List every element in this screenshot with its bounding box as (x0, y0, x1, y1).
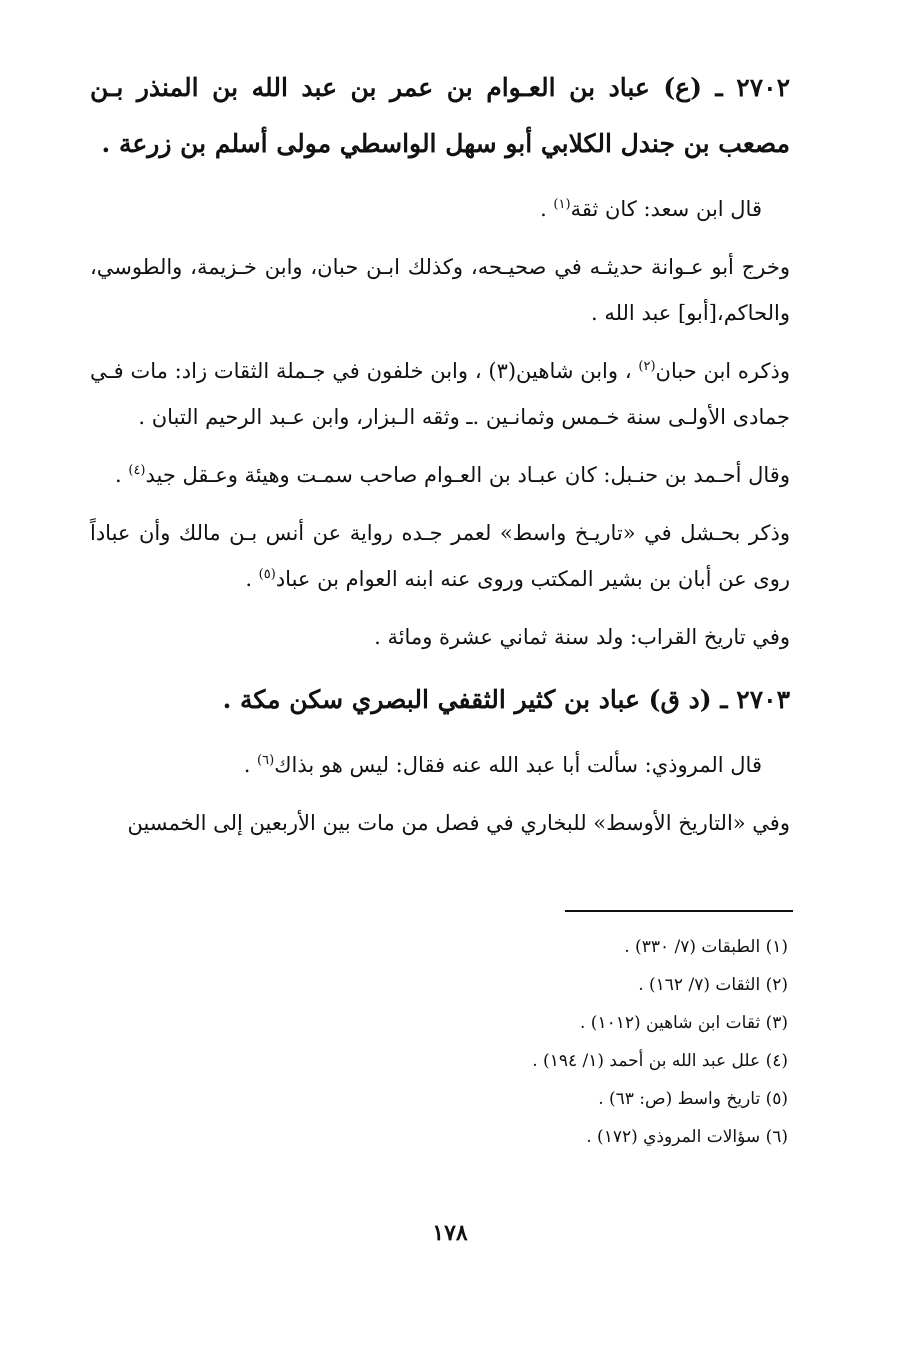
entry-2702 (90, 60, 790, 660)
paragraph-text: وذكره ابن حبان (655, 359, 790, 383)
page-number: ١٧٨ (432, 1220, 468, 1246)
entry-heading: ٢٧٠٢ ـ (ع) عباد بن العـوام بن عمر بن عبد الله بن المنذر بـن مصعب بن جندل الكلابي أبو سهل الواسطي مولى أسلم بن زرعة . (90, 73, 790, 158)
entry-heading: ٢٧٠٣ ـ (د ق) عباد بن كثير الثقفي البصري سكن مكة . (222, 685, 790, 714)
paragraph-end: . (115, 463, 129, 487)
paragraph-end: . (245, 567, 259, 591)
paragraph (90, 800, 790, 846)
page-body (90, 60, 790, 858)
paragraph (90, 742, 790, 788)
footnote: (٦) سؤالات المروذي (١٧٢) . (586, 1127, 788, 1147)
footnote-ref[interactable]: (٤) (128, 463, 146, 478)
paragraph (90, 348, 790, 440)
footnote: (٥) تاريخ واسط (ص: ٦٣) . (598, 1089, 788, 1109)
footnote: (٤) علل عبد الله بن أحمد (١/ ١٩٤) . (532, 1051, 788, 1071)
paragraph (90, 186, 790, 232)
paragraph (90, 452, 790, 498)
paragraph-text: وفي «التاريخ الأوسط» للبخاري في فصل من مات بين الأربعين إلى الخمسين (127, 811, 790, 835)
paragraph (90, 244, 790, 336)
paragraph-end: ، وابن شاهين(٣) ، وابن خلفون في جـملة الثقات زاد: مات فـي جمادى الأولـى سنة خـمس وثمانـين .ـ وثقه الـبزار، وابن عـبد الرحيم التبان . (90, 359, 790, 429)
footnote-ref[interactable]: (٥) (258, 567, 276, 582)
paragraph (90, 510, 790, 602)
footnote-ref[interactable]: (٦) (257, 753, 275, 768)
footnote: (٣) ثقات ابن شاهين (١٠١٢) . (579, 1013, 788, 1033)
footnote-ref[interactable]: (١) (553, 197, 571, 212)
paragraph-end: . (243, 753, 258, 777)
paragraph-text: وذكر بحـشل في «تاريـخ واسط» لعمر جـده رواية عن أنس بـن مالك وأن عباداً روى عن أبان بن بشير المكتب وروى عنه ابنه العوام بن عباد (90, 521, 790, 591)
footnote: (١) الطبقات (٧/ ٣٣٠) . (624, 937, 788, 957)
footnote: (٢) الثقات (٧/ ١٦٢) . (638, 975, 788, 995)
paragraph-text: قال ابن سعد: كان ثقة (570, 197, 762, 221)
footnotes (188, 928, 788, 1156)
paragraph-end: . (540, 197, 554, 221)
footnote-divider (565, 910, 793, 912)
footnote-ref[interactable]: (٢) (638, 359, 656, 374)
paragraph-text: وفي تاريخ القراب: ولد سنة ثماني عشرة ومائة . (374, 625, 790, 649)
paragraph-text: قال المروذي: سألت أبا عبد الله عنه فقال: ليس هو بذاك (274, 753, 762, 777)
entry-2703 (90, 672, 790, 846)
paragraph-text: وخرج أبو عـوانة حديثـه في صحيـحه، وكذلك ابـن حبان، وابن خـزيمة، والطوسي، والحاكم،[أبو] عبد الله . (90, 255, 790, 325)
paragraph (90, 614, 790, 660)
paragraph-text: وقال أحـمد بن حنـبل: كان عبـاد بن العـوام صاحب سمـت وهيئة وعـقل جيد (145, 463, 790, 487)
